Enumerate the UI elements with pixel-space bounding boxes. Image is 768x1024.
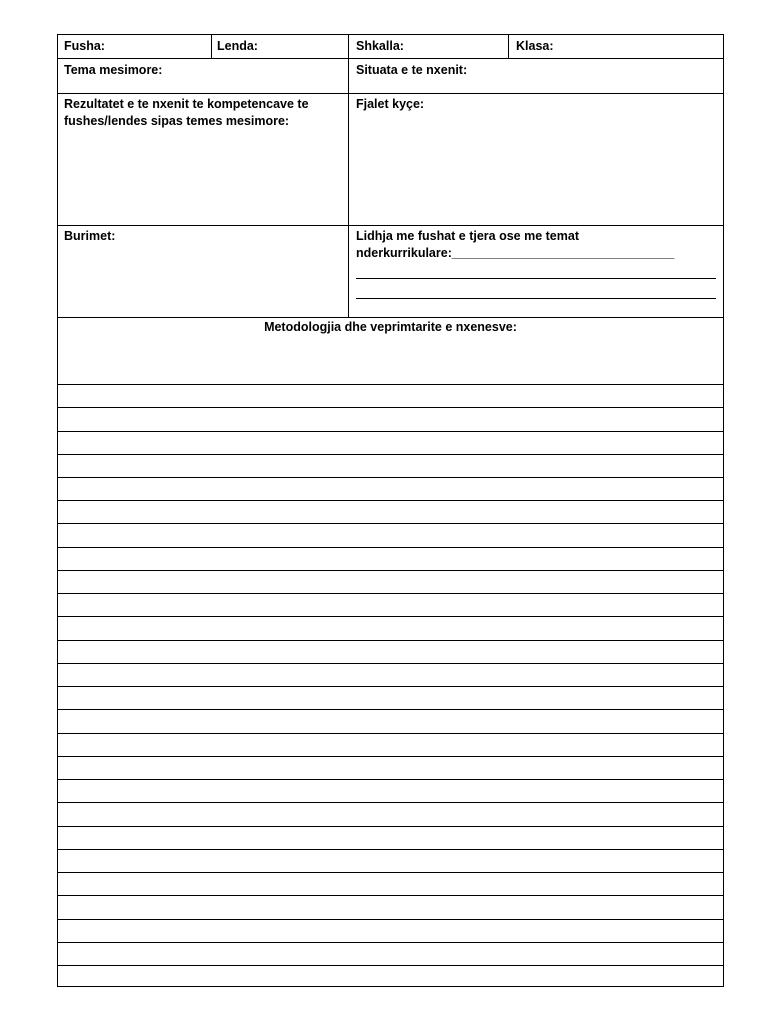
ruled-line: [58, 965, 723, 966]
lesson-plan-form: [57, 34, 724, 987]
fusha-label: Fusha:: [64, 39, 105, 53]
ruled-line: [58, 895, 723, 896]
ruled-line: [58, 384, 723, 385]
ruled-line: [58, 523, 723, 524]
ruled-line: [58, 454, 723, 455]
lidhja-label-line-1: Lidhja me fushat e tjera ose me temat: [356, 229, 579, 243]
ruled-line: [58, 709, 723, 710]
ruled-line: [58, 919, 723, 920]
situata-label: Situata e te nxenit:: [356, 63, 468, 77]
metodologjia-label: Metodologjia dhe veprimtarite e nxenesve:: [264, 320, 517, 334]
ruled-line: [58, 593, 723, 594]
ruled-line: [58, 431, 723, 432]
row-separator: [58, 58, 723, 59]
lenda-label: Lenda:: [217, 39, 258, 53]
burimet-label: Burimet:: [64, 229, 116, 243]
ruled-line: [58, 407, 723, 408]
ruled-line: [58, 686, 723, 687]
writing-line: [356, 278, 716, 279]
ruled-line: [58, 547, 723, 548]
main-column-divider: [348, 35, 349, 317]
lidhja-label-line-2: nderkurrikulare:________________________________: [356, 246, 675, 260]
ruled-line: [58, 570, 723, 571]
ruled-line: [58, 849, 723, 850]
ruled-line: [58, 756, 723, 757]
ruled-line: [58, 500, 723, 501]
ruled-line: [58, 826, 723, 827]
ruled-line: [58, 733, 723, 734]
rezultatet-label-line-2: fushes/lendes sipas temes mesimore:: [64, 114, 290, 128]
fjalet-kyce-label: Fjalet kyçe:: [356, 97, 425, 111]
row-separator: [58, 93, 723, 94]
writing-line: [356, 298, 716, 299]
ruled-line: [58, 779, 723, 780]
klasa-label: Klasa:: [516, 39, 554, 53]
shkalla-label: Shkalla:: [356, 39, 404, 53]
ruled-line: [58, 942, 723, 943]
header-divider-3: [508, 35, 509, 58]
ruled-line: [58, 640, 723, 641]
ruled-line: [58, 802, 723, 803]
row-separator: [58, 225, 723, 226]
rezultatet-label-line-1: Rezultatet e te nxenit te kompetencave te: [64, 97, 309, 111]
ruled-line: [58, 477, 723, 478]
tema-mesimore-label: Tema mesimore:: [64, 63, 163, 77]
ruled-line: [58, 872, 723, 873]
ruled-line: [58, 616, 723, 617]
ruled-line: [58, 663, 723, 664]
header-divider-1: [211, 35, 212, 58]
